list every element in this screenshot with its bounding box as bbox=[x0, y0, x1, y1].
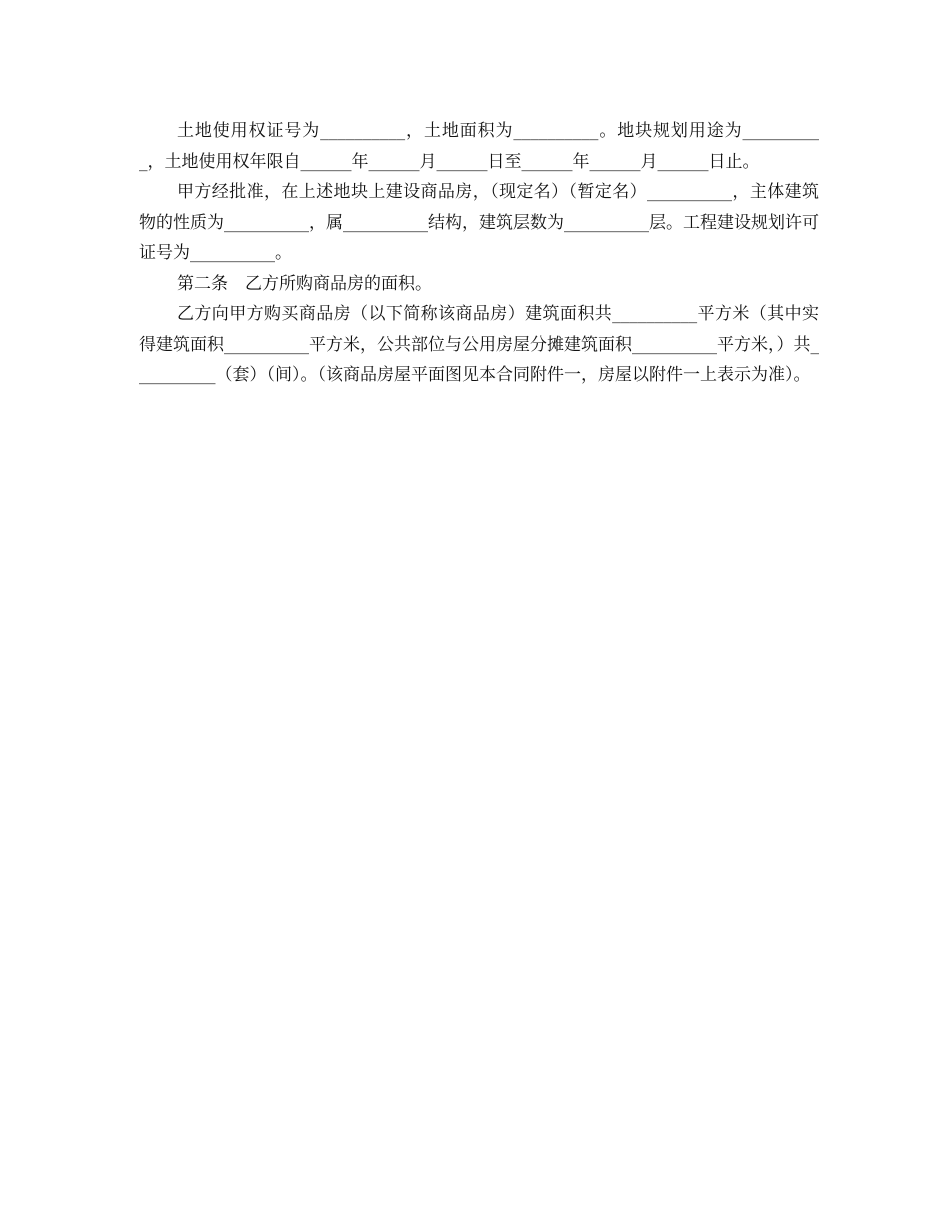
article-two-heading: 第二条 乙方所购商品房的面积。 bbox=[177, 273, 432, 294]
paragraph-land-use-rights: 土地使用权证号为__________，土地面积为__________。地块规划用途为__________，土地使用权年限自______年______月______日至______年______月______日止。 bbox=[139, 121, 819, 172]
paragraph-building-approval: 甲方经批准，在上述地块上建设商品房，（现定名）（暂定名）__________，主体建筑物的性质为__________，属__________结构，建筑层数为__________层。工程建设规划许可证号为__________。 bbox=[139, 182, 819, 263]
document-body bbox=[139, 116, 819, 391]
paragraph-purchase-area: 乙方向甲方购买商品房（以下简称该商品房）建筑面积共__________平方米（其中实得建筑面积__________平方米，公共部位与公用房屋分摊建筑面积__________平方米，）共__________（套）（间）。（该商品房屋平面图见本合同附件一，房屋以附件一上表示为准）。 bbox=[139, 304, 819, 385]
